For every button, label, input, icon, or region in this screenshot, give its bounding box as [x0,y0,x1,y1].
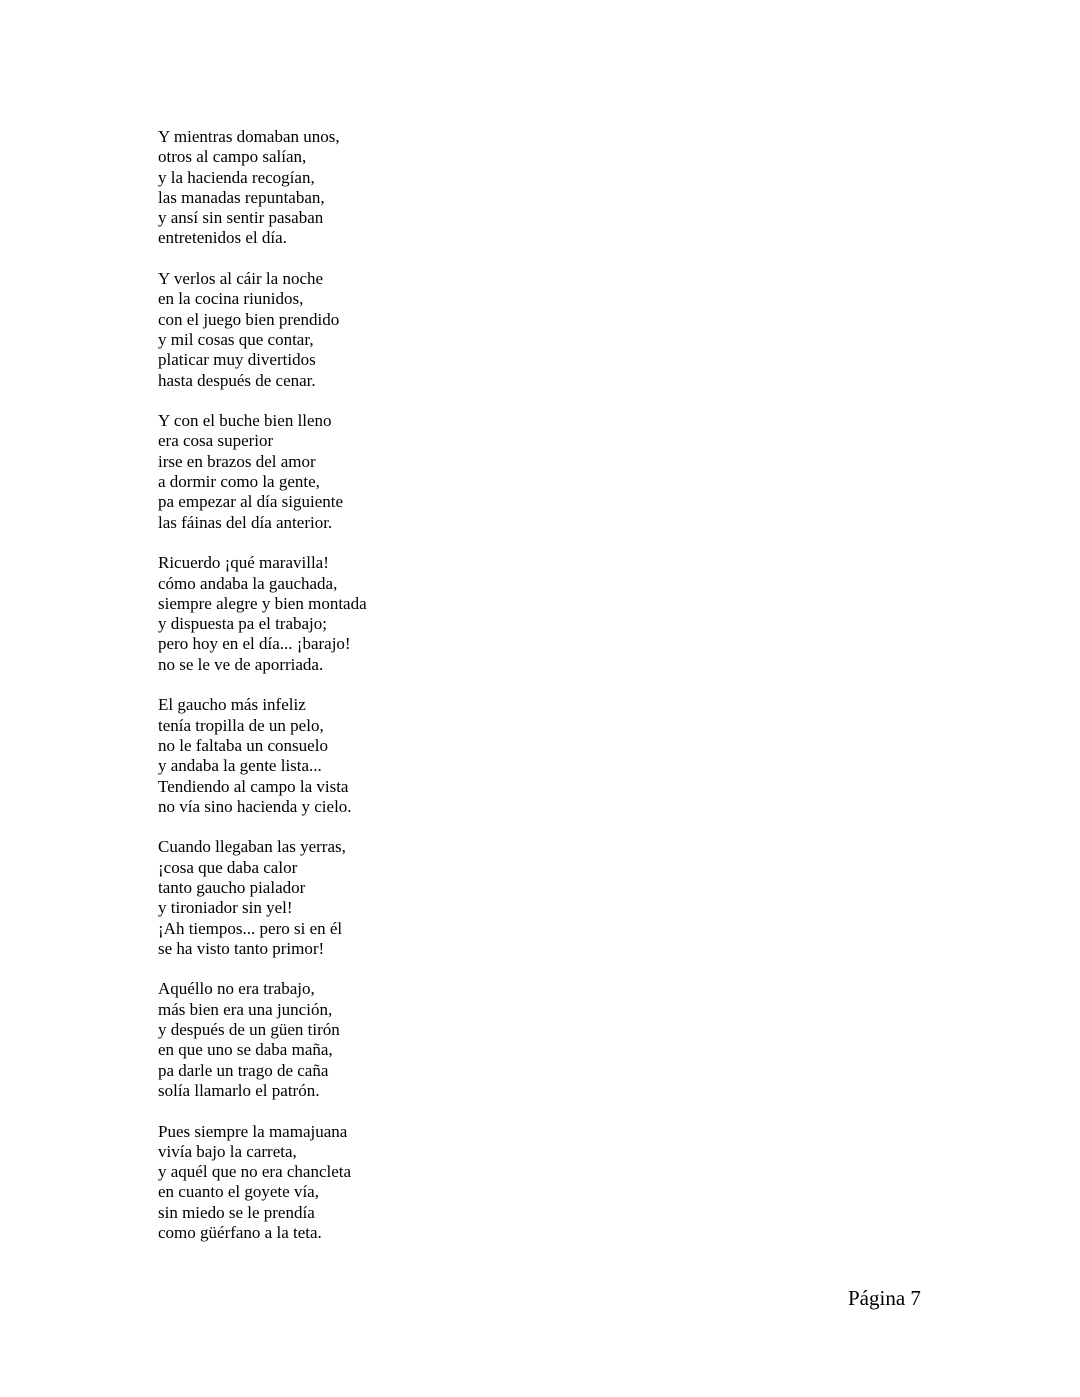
verse-line: Y verlos al cáir la noche [158,269,324,289]
verse-line: El gaucho más infeliz [158,695,306,715]
verse-line: como güérfano a la teta. [158,1223,322,1243]
stanza [158,837,758,959]
verse-line: y después de un güen tirón [158,1020,340,1040]
verse-line: las manadas repuntaban, [158,187,325,207]
verse-line: Ricuerdo ¡qué maravilla! [158,553,329,573]
verse-line: ¡Ah tiempos... pero si en él [158,918,343,938]
verse-line: en que uno se daba maña, [158,1040,333,1060]
verse-line: y ansí sin sentir pasaban [158,208,324,228]
verse-line: Cuando llegaban las yerras, [158,837,346,857]
verse-line: irse en brazos del amor [158,451,316,471]
verse-line: no vía sino hacienda y cielo. [158,796,352,816]
verse-line: en cuanto el goyete vía, [158,1182,319,1202]
verse-line: tanto gaucho pialador [158,877,306,897]
verse-line: sin miedo se le prendía [158,1202,315,1222]
verse-line: se ha visto tanto primor! [158,938,325,958]
verse-line: platicar muy divertidos [158,350,316,370]
verse-line: solía llamarlo el patrón. [158,1080,320,1100]
verse-line: a dormir como la gente, [158,472,320,492]
verse-line: Aquéllo no era trabajo, [158,979,315,999]
verse-line: pa darle un trago de caña [158,1060,329,1080]
verse-line: ¡cosa que daba calor [158,857,298,877]
stanza [158,979,758,1101]
stanza [158,695,758,817]
verse-line: y dispuesta pa el trabajo; [158,614,328,634]
verse-line: no le faltaba un consuelo [158,735,328,755]
stanza [158,1122,758,1244]
verse-line: vivía bajo la carreta, [158,1141,297,1161]
verse-line: otros al campo salían, [158,147,307,167]
verse-line: con el juego bien prendido [158,309,340,329]
verse-line: y andaba la gente lista... [158,756,322,776]
verse-line: y la hacienda recogían, [158,167,315,187]
stanza [158,411,758,533]
verse-line: pero hoy en el día... ¡barajo! [158,634,351,654]
poem-body [158,127,758,1264]
verse-line: y tironiador sin yel! [158,898,293,918]
verse-line: entretenidos el día. [158,228,287,248]
verse-line: y aquél que no era chancleta [158,1162,352,1182]
verse-line: Y con el buche bien lleno [158,411,332,431]
verse-line: en la cocina riunidos, [158,289,304,309]
stanza [158,269,758,391]
verse-line: las fáinas del día anterior. [158,512,333,532]
verse-line: siempre alegre y bien montada [158,593,367,613]
page-number: Página 7 [848,1286,921,1310]
stanza [158,553,758,675]
stanza [158,127,758,249]
verse-line: más bien era una junción, [158,999,333,1019]
verse-line: no se le ve de aporriada. [158,654,324,674]
verse-line: pa empezar al día siguiente [158,492,344,512]
verse-line: y mil cosas que contar, [158,329,314,349]
verse-line: tenía tropilla de un pelo, [158,715,324,735]
verse-line: hasta después de cenar. [158,370,316,390]
verse-line: Pues siempre la mamajuana [158,1121,348,1141]
verse-line: Tendiendo al campo la vista [158,776,349,796]
verse-line: era cosa superior [158,431,274,451]
verse-line: cómo andaba la gauchada, [158,573,338,593]
verse-line: Y mientras domaban unos, [158,127,340,146]
